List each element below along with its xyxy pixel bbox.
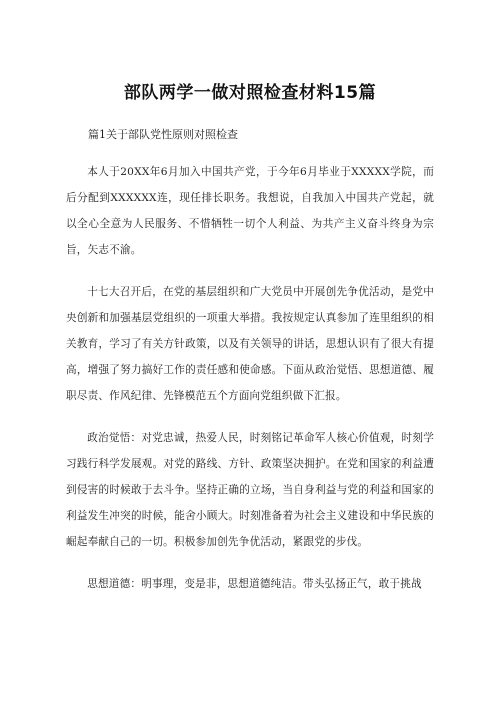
section-heading: 篇1关于部队党性原则对照检查 [88,128,238,141]
paragraph-3: 政治觉悟：对党忠诚，热爱人民，时刻铭记革命军人核心价值观，时刻学习践行科学发展观。对党的路线、方针、政策坚决拥护。在党和国家的利益遭到侵害的时候敢于去斗争。坚持正确的立场，当自身利益与党的利益和国家的利益发生冲突的时候，能舍小顾大。时刻准备着为社会主义建设和中华民族的崛起奉献自己的一切。积极参加创先争优活动，紧跟党的步伐。 [66,432,434,548]
paragraph-4: 思想道德：明事理，变是非，思想道德纯洁。带头弘扬正气，敢于挑战 [87,578,422,590]
document-title: 部队两学一做对照检查材料15篇 [123,83,377,103]
paragraph-1: 本人于20XX年6月加入中国共产党，于今年6月毕业于XXXXX学院，而后分配到XXXXXX连，现任排长职务。我想说，自我加入中国共产党起，就以全心全意为人民服务、不惜牺牲一切个人利益、为共产主义奋斗终身为宗旨，矢志不渝。 [66,166,434,256]
paragraph-2: 十七大召开后，在党的基层组织和广大党员中开展创先争优活动，是党中央创新和加强基层党组织的一项重大举措。我按规定认真参加了连里组织的相关教育，学习了有关方针政策，以及有关领导的讲话，思想认识有了很大有提高，增强了努力搞好工作的责任感和使命感。下面从政治觉悟、思想道德、履职尽责、作风纪律、先锋模范五个方面向党组织做下汇报。 [66,286,434,402]
